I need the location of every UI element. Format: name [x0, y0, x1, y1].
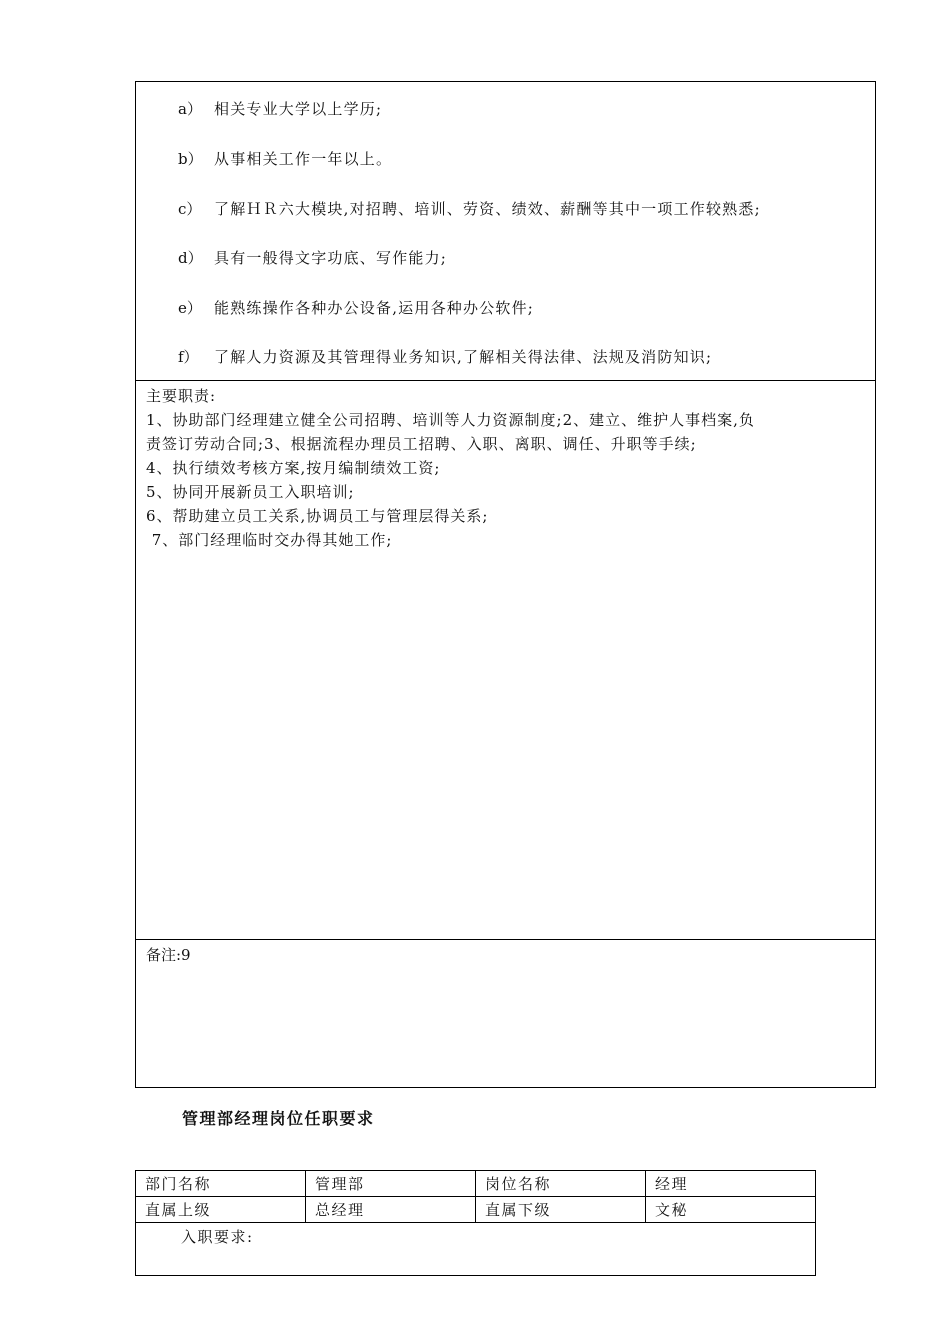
entry-requirements-label: 入职要求: [181, 1228, 254, 1246]
requirement-text: 能熟练操作各种办公设备,运用各种办公软件; [214, 299, 535, 317]
post-name-label: 岗位名称 [476, 1171, 646, 1196]
requirement-text: 具有一般得文字功底、写作能力; [214, 249, 448, 267]
requirement-item [178, 346, 712, 367]
requirement-label: b） [178, 150, 203, 168]
requirement-label: c） [178, 200, 202, 218]
requirement-text: 从事相关工作一年以上。 [214, 150, 393, 168]
duty-line: 5、协同开展新员工入职培训; [146, 483, 355, 501]
main-duties-section [146, 384, 868, 552]
duty-line: 6、帮助建立员工关系,协调员工与管理层得关系; [146, 507, 489, 525]
superior-value: 总经理 [306, 1197, 476, 1222]
requirement-label: e） [178, 299, 202, 317]
requirement-item [178, 297, 534, 318]
requirement-item [178, 247, 447, 268]
duties-heading: 主要职责: [146, 387, 217, 405]
duty-line: 7、部门经理临时交办得其她工作; [146, 531, 393, 549]
duty-line: 1、协助部门经理建立健全公司招聘、培训等人力资源制度;2、建立、维护人事档案,负 [146, 411, 755, 429]
requirement-text: 了解人力资源及其管理得业务知识,了解相关得法律、法规及消防知识; [214, 348, 713, 366]
requirement-label: d） [178, 249, 203, 267]
post-name-value: 经理 [655, 1175, 689, 1193]
position-requirements-table [135, 81, 876, 1088]
requirement-label: a） [178, 100, 202, 118]
row-divider [136, 380, 875, 381]
superior-label: 直属上级 [136, 1197, 306, 1222]
duty-line: 责签订劳动合同;3、根据流程办理员工招聘、入职、离职、调任、升职等手续; [146, 435, 697, 453]
row-divider [136, 1222, 815, 1223]
dept-name-label: 部门名称 [136, 1171, 306, 1196]
table-row [136, 1197, 815, 1222]
requirement-item [178, 148, 392, 169]
job-info-table [135, 1170, 816, 1276]
requirement-text: 了解ＨＲ六大模块,对招聘、培训、劳资、绩效、薪酬等其中一项工作较熟悉; [214, 200, 761, 218]
requirement-label: f） [178, 348, 199, 366]
section-title: 管理部经理岗位任职要求 [182, 1109, 375, 1128]
subordinate-value: 文秘 [655, 1201, 689, 1219]
notes-field: 备注:9 [146, 946, 191, 964]
table-row [136, 1171, 815, 1196]
dept-name-value: 管理部 [306, 1171, 476, 1196]
subordinate-label: 直属下级 [476, 1197, 646, 1222]
requirement-item [178, 98, 382, 119]
requirement-text: 相关专业大学以上学历; [214, 100, 383, 118]
row-divider [136, 939, 875, 940]
duty-line: 4、执行绩效考核方案,按月编制绩效工资; [146, 459, 441, 477]
requirement-item [178, 198, 761, 219]
